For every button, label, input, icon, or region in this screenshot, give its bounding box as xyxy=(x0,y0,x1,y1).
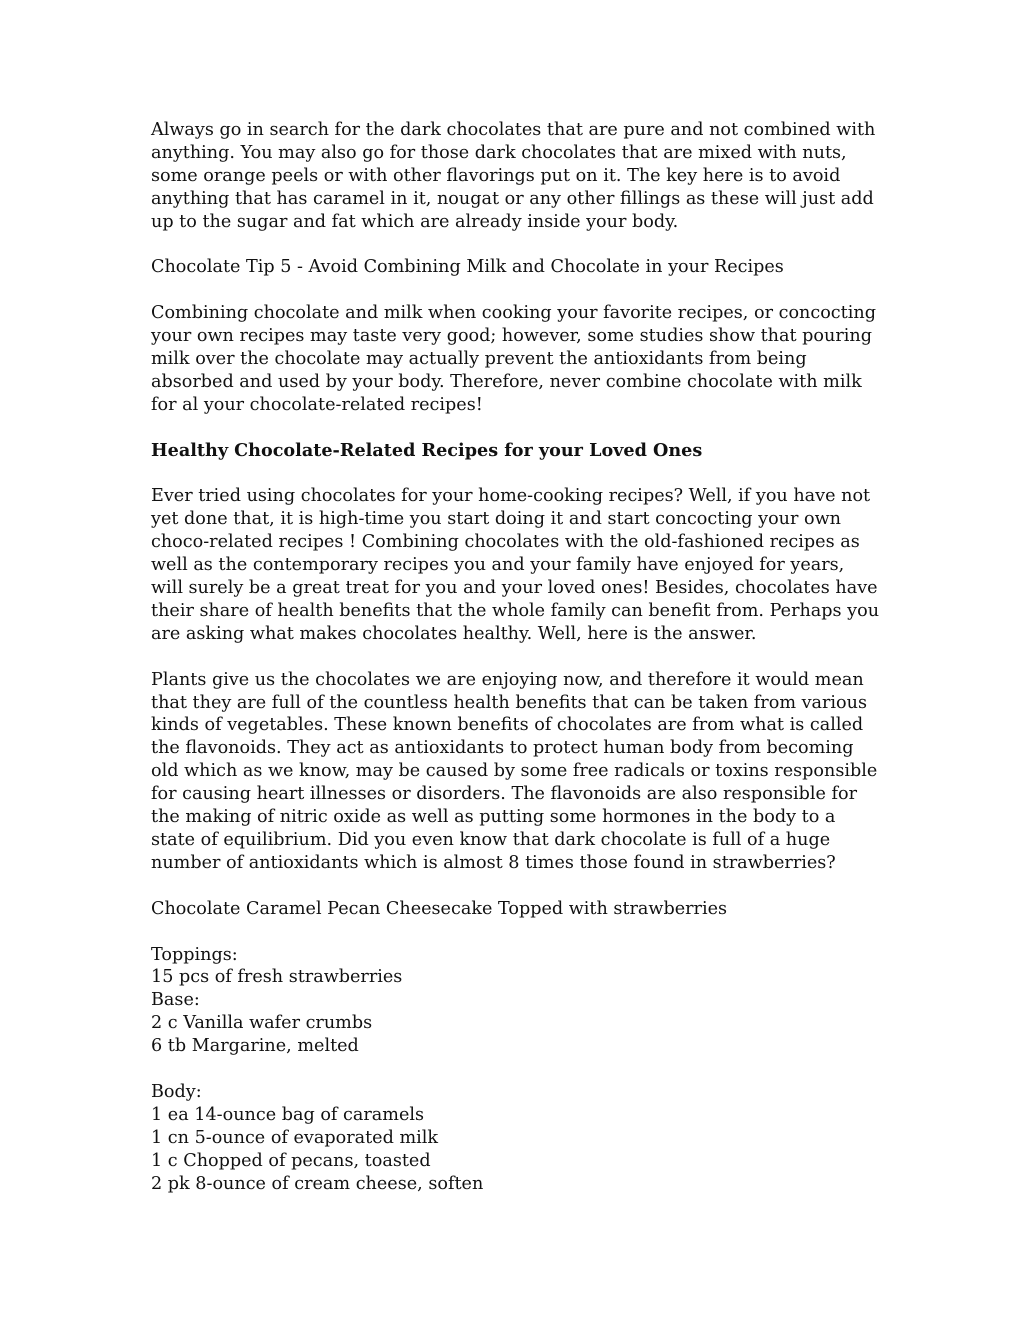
recipe-title: Chocolate Caramel Pecan Cheesecake Topped with strawberries xyxy=(151,898,728,919)
paragraph-home-cooking: Ever tried using chocolates for your home-cooking recipes? Well, if you have not yet done that, it is high-time you start doing it and start concocting your own choco-related recipes ! Combining chocolates with the old-fashioned recipes as well as the contemporary recipes you and your family have enjoyed for years, will surely be a great treat for you and your loved ones! Besides, chocolates have their share of health benefits that the whole family can benefit from. Perhaps you are asking what makes chocolates healthy. Well, here is the answer. xyxy=(151,486,880,644)
ingredient-item: 2 pk 8-ounce of cream cheese, soften xyxy=(151,1173,484,1194)
ingredient-item: 1 cn 5-ounce of evaporated milk xyxy=(151,1127,439,1148)
ingredients-body xyxy=(151,1081,881,1196)
base-label: Base: xyxy=(151,990,200,1011)
ingredient-item: 6 tb Margarine, melted xyxy=(151,1036,359,1057)
ingredients-toppings-base xyxy=(151,944,881,1059)
paragraph-milk-advice: Combining chocolate and milk when cooking your favorite recipes, or concocting your own recipes may taste very good; however, some studies show that pouring milk over the chocolate may actually prevent the antioxidants from being absorbed and used by your body. Therefore, never combine chocolate with milk for al your chocolate-related recipes! xyxy=(151,303,876,415)
section-heading-healthy-recipes: Healthy Chocolate-Related Recipes for your Loved Ones xyxy=(151,439,703,461)
tip-5-title: Chocolate Tip 5 - Avoid Combining Milk and Chocolate in your Recipes xyxy=(151,257,784,278)
paragraph-dark-chocolate-advice: Always go in search for the dark chocolates that are pure and not combined with anything. You may also go for those dark chocolates that are mixed with nuts, some orange peels or with other flavorings put on it. The key here is to avoid anything that has caramel in it, nougat or any other fillings as these will just add up to the sugar and fat which are already inside your body. xyxy=(151,120,876,232)
toppings-label: Toppings: xyxy=(151,944,238,965)
document-page xyxy=(151,119,881,1218)
ingredient-item: 1 ea 14-ounce bag of caramels xyxy=(151,1104,425,1125)
ingredient-item: 1 c Chopped of pecans, toasted xyxy=(151,1150,431,1171)
ingredient-item: 15 pcs of fresh strawberries xyxy=(151,967,403,988)
paragraph-flavonoids: Plants give us the chocolates we are enjoying now, and therefore it would mean that they are full of the countless health benefits that can be taken from various kinds of vegetables. These known benefits of chocolates are from what is called the flavonoids. They act as antioxidants to protect human body from becoming old which as we know, may be caused by some free radicals or toxins responsible for causing heart illnesses or disorders. The flavonoids are also responsible for the making of nitric oxide as well as putting some hormones in the body to a state of equilibrium. Did you even know that dark chocolate is full of a huge number of antioxidants which is almost 8 times those found in strawberries? xyxy=(151,669,878,873)
ingredient-item: 2 c Vanilla wafer crumbs xyxy=(151,1013,373,1034)
body-label: Body: xyxy=(151,1081,202,1102)
